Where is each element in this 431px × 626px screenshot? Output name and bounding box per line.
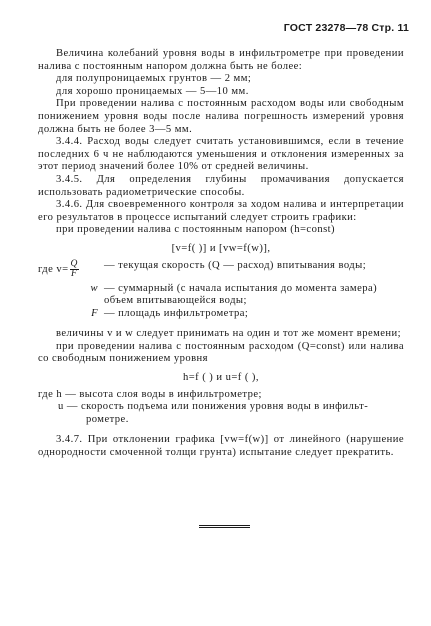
end-rule-second [199, 527, 250, 528]
definitions-list [38, 260, 404, 321]
paragraph-measurement-error: При проведении налива с постоянным расходом воды или свободным понижением уровня воды после налива погрешность измерений уровня должна быть не более 3—5 мм. [38, 98, 404, 135]
paragraph-3-4-6: 3.4.6. Для своевременного контроля за ходом налива и интерпретации его результатов в процессе испытаний следует строить графики: [38, 199, 404, 223]
paragraph-same-moment: величины v и w следует принимать на один и тот же момент времени; [56, 328, 402, 340]
definition-area-text: — площадь инфильтрометра; [104, 307, 249, 319]
definition-volume-term: w [90, 282, 98, 294]
end-rule [199, 525, 250, 526]
definition-area-term: F [91, 307, 98, 319]
velocity-symbol: где v= [38, 263, 69, 275]
formula-constant-flow: h=f ( ) и u=f ( ), [182, 372, 260, 384]
definition-volume [38, 283, 404, 308]
fraction-q-over-f [70, 260, 79, 279]
document-body [38, 48, 404, 460]
paragraph-water-level: Величина колебаний уровня воды в инфильтрометре при проведении налива с постоянным напором должна быть не более: [38, 48, 404, 72]
definition-velocity-text: — текущая скорость (Q — расход) впитывания воды; [104, 259, 367, 271]
definition-volume-text: — суммарный (с начала испытания до момента замера) объем впитывающейся воды; [104, 282, 378, 307]
paragraph-well-permeable: для хорошо проницаемых — 5—10 мм. [56, 85, 249, 97]
definition-rate-line2: рометре. [86, 413, 129, 425]
formula-constant-head: [v=f( )] и [vw=f(w)], [171, 242, 271, 254]
definition-height: где h — высота слоя воды в инфильтрометре; [38, 388, 262, 400]
paragraph-3-4-5: 3.4.5. Для определения глубины промачивания допускается использовать радиометрические способы. [38, 173, 404, 198]
fraction-numerator: Q [70, 258, 78, 269]
definition-velocity [38, 260, 404, 279]
paragraph-3-4-7: 3.4.7. При отклонении графика [vw=f(w)] от линейного (нарушение однородности смоченной толщи грунта) испытание следует прекратить. [38, 434, 404, 459]
paragraph-constant-flow: при проведении налива с постоянным расходом (Q=const) или налива со свободным понижением уровня [38, 340, 404, 365]
fraction-denominator: F [71, 268, 78, 279]
definitions-list-2 [38, 389, 404, 427]
paragraph-semi-permeable: для полупроницаемых грунтов — 2 мм; [56, 73, 252, 85]
page-header: ГОСТ 23278—78 Стр. 11 [283, 22, 409, 34]
definition-area [38, 308, 404, 321]
paragraph-3-4-4: 3.4.4. Расход воды следует считать установившимся, если в течение последних 6 ч не наблюдаются уменьшения и отклонения измеренных за этот период значений более 10% от средней величины. [38, 136, 404, 173]
paragraph-constant-head: при проведении налива с постоянным напором (h=const) [56, 224, 336, 236]
definition-rate-line1: u — скорость подъема или понижения уровня воды в инфильт- [58, 401, 369, 413]
definition-velocity-term [38, 260, 104, 279]
